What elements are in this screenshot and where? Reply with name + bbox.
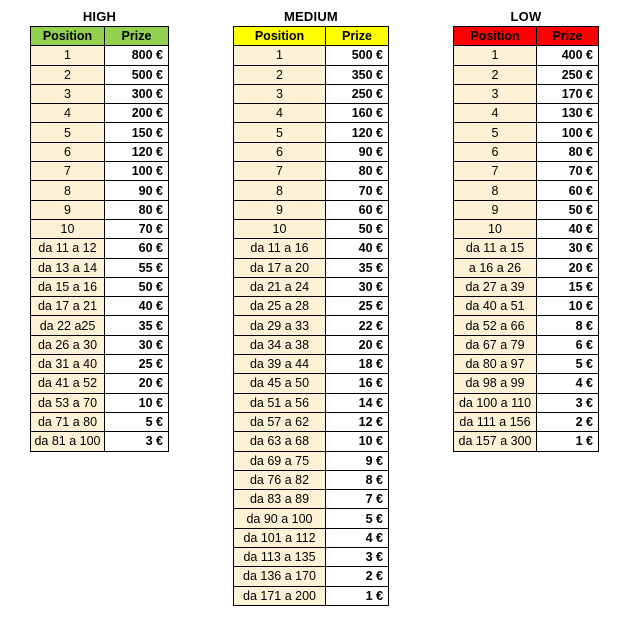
prize-cell: 20 € xyxy=(326,335,389,354)
table-row xyxy=(31,162,169,181)
table-row xyxy=(234,586,389,605)
table-row xyxy=(234,509,389,528)
position-cell: da 34 a 38 xyxy=(234,335,326,354)
prize-cell: 6 € xyxy=(537,335,599,354)
table-row xyxy=(31,65,169,84)
table-row xyxy=(234,451,389,470)
prize-cell: 3 € xyxy=(105,432,169,451)
position-cell: 10 xyxy=(234,219,326,238)
table-row xyxy=(234,104,389,123)
table-row xyxy=(234,355,389,374)
prize-cell: 9 € xyxy=(326,451,389,470)
prize-cell: 90 € xyxy=(105,181,169,200)
prize-cell: 14 € xyxy=(326,393,389,412)
prize-cell: 20 € xyxy=(105,374,169,393)
position-cell: a 16 a 26 xyxy=(454,258,537,277)
position-cell: 9 xyxy=(31,200,105,219)
prize-cell: 2 € xyxy=(537,412,599,431)
prize-cell: 25 € xyxy=(105,355,169,374)
position-cell: da 98 a 99 xyxy=(454,374,537,393)
position-cell: da 27 a 39 xyxy=(454,277,537,296)
position-cell: da 136 a 170 xyxy=(234,567,326,586)
prize-header: Prize xyxy=(537,27,599,46)
position-cell: da 101 a 112 xyxy=(234,528,326,547)
position-cell: 4 xyxy=(234,104,326,123)
prize-cell: 300 € xyxy=(105,84,169,103)
prize-cell: 4 € xyxy=(326,528,389,547)
position-cell: 1 xyxy=(31,46,105,65)
table-row xyxy=(454,104,599,123)
prize-cell: 5 € xyxy=(326,509,389,528)
position-cell: 5 xyxy=(454,123,537,142)
table-row xyxy=(31,335,169,354)
prize-cell: 80 € xyxy=(326,162,389,181)
position-cell: 5 xyxy=(31,123,105,142)
table-row xyxy=(454,162,599,181)
prize-cell: 18 € xyxy=(326,355,389,374)
table-row xyxy=(454,181,599,200)
table-row xyxy=(234,123,389,142)
table-row xyxy=(234,374,389,393)
prize-cell: 70 € xyxy=(326,181,389,200)
table-row xyxy=(234,258,389,277)
prize-table xyxy=(30,26,169,452)
position-cell: 10 xyxy=(454,219,537,238)
prize-cell: 400 € xyxy=(537,46,599,65)
position-cell: 3 xyxy=(454,84,537,103)
position-cell: da 26 a 30 xyxy=(31,335,105,354)
prize-table-high xyxy=(30,8,169,452)
header-row xyxy=(454,27,599,46)
table-row xyxy=(234,528,389,547)
prize-cell: 40 € xyxy=(105,297,169,316)
prize-cell: 10 € xyxy=(326,432,389,451)
table-row xyxy=(454,219,599,238)
prize-cell: 80 € xyxy=(105,200,169,219)
prize-cell: 60 € xyxy=(326,200,389,219)
prize-cell: 70 € xyxy=(105,219,169,238)
position-header: Position xyxy=(234,27,326,46)
prize-cell: 500 € xyxy=(105,65,169,84)
prize-cell: 4 € xyxy=(537,374,599,393)
position-cell: da 81 a 100 xyxy=(31,432,105,451)
position-cell: 8 xyxy=(454,181,537,200)
prize-cell: 50 € xyxy=(326,219,389,238)
position-cell: da 57 a 62 xyxy=(234,412,326,431)
prize-cell: 5 € xyxy=(537,355,599,374)
prize-cell: 8 € xyxy=(326,470,389,489)
position-cell: 7 xyxy=(31,162,105,181)
prize-table-low xyxy=(453,8,599,452)
table-row xyxy=(454,123,599,142)
prize-cell: 30 € xyxy=(537,239,599,258)
position-cell: 3 xyxy=(31,84,105,103)
table-row xyxy=(31,316,169,335)
position-cell: da 76 a 82 xyxy=(234,470,326,489)
prize-header: Prize xyxy=(105,27,169,46)
table-row xyxy=(234,432,389,451)
prize-cell: 200 € xyxy=(105,104,169,123)
prize-cell: 22 € xyxy=(326,316,389,335)
position-cell: da 80 a 97 xyxy=(454,355,537,374)
table-row xyxy=(234,277,389,296)
prize-cell: 100 € xyxy=(537,123,599,142)
prize-cell: 3 € xyxy=(326,548,389,567)
table-row xyxy=(31,432,169,451)
prize-table-medium xyxy=(233,8,389,606)
position-cell: 2 xyxy=(31,65,105,84)
position-cell: 1 xyxy=(454,46,537,65)
position-cell: da 111 a 156 xyxy=(454,412,537,431)
prize-cell: 7 € xyxy=(326,490,389,509)
table-row xyxy=(234,46,389,65)
table-row xyxy=(234,548,389,567)
table-title-medium: MEDIUM xyxy=(284,9,338,24)
table-row xyxy=(31,239,169,258)
prize-cell: 60 € xyxy=(105,239,169,258)
position-cell: 4 xyxy=(31,104,105,123)
position-cell: da 22 a25 xyxy=(31,316,105,335)
table-row xyxy=(234,393,389,412)
position-cell: da 63 a 68 xyxy=(234,432,326,451)
table-row xyxy=(454,432,599,451)
table-row xyxy=(454,65,599,84)
prize-cell: 70 € xyxy=(537,162,599,181)
position-cell: da 83 a 89 xyxy=(234,490,326,509)
table-row xyxy=(234,412,389,431)
table-row xyxy=(31,258,169,277)
position-cell: 3 xyxy=(234,84,326,103)
table-title-low: LOW xyxy=(510,9,542,24)
prize-cell: 130 € xyxy=(537,104,599,123)
position-cell: da 157 a 300 xyxy=(454,432,537,451)
position-cell: da 29 a 33 xyxy=(234,316,326,335)
table-row xyxy=(31,123,169,142)
prize-cell: 250 € xyxy=(326,84,389,103)
table-row xyxy=(234,142,389,161)
position-cell: da 17 a 20 xyxy=(234,258,326,277)
table-row xyxy=(454,316,599,335)
table-row xyxy=(31,355,169,374)
prize-cell: 170 € xyxy=(537,84,599,103)
position-cell: da 71 a 80 xyxy=(31,412,105,431)
table-row xyxy=(31,181,169,200)
position-cell: da 51 a 56 xyxy=(234,393,326,412)
table-row xyxy=(234,490,389,509)
prize-cell: 10 € xyxy=(537,297,599,316)
prize-cell: 1 € xyxy=(537,432,599,451)
table-row xyxy=(454,335,599,354)
position-cell: 8 xyxy=(31,181,105,200)
position-cell: da 40 a 51 xyxy=(454,297,537,316)
position-cell: 6 xyxy=(454,142,537,161)
position-cell: da 17 a 21 xyxy=(31,297,105,316)
table-row xyxy=(234,84,389,103)
position-cell: 10 xyxy=(31,219,105,238)
position-cell: 7 xyxy=(454,162,537,181)
position-cell: 2 xyxy=(234,65,326,84)
position-cell: da 25 a 28 xyxy=(234,297,326,316)
prize-table xyxy=(233,26,389,606)
position-cell: 8 xyxy=(234,181,326,200)
table-row xyxy=(234,335,389,354)
prize-cell: 55 € xyxy=(105,258,169,277)
prize-cell: 350 € xyxy=(326,65,389,84)
prize-cell: 1 € xyxy=(326,586,389,605)
table-row xyxy=(454,355,599,374)
prize-cell: 800 € xyxy=(105,46,169,65)
position-cell: da 15 a 16 xyxy=(31,277,105,296)
position-cell: da 11 a 12 xyxy=(31,239,105,258)
table-row xyxy=(234,219,389,238)
prize-cell: 15 € xyxy=(537,277,599,296)
position-cell: 1 xyxy=(234,46,326,65)
table-row xyxy=(454,258,599,277)
position-cell: da 45 a 50 xyxy=(234,374,326,393)
table-row xyxy=(31,374,169,393)
position-cell: da 13 a 14 xyxy=(31,258,105,277)
table-row xyxy=(31,393,169,412)
table-row xyxy=(31,219,169,238)
table-row xyxy=(454,412,599,431)
prize-cell: 120 € xyxy=(326,123,389,142)
prize-cell: 250 € xyxy=(537,65,599,84)
prize-table xyxy=(453,26,599,452)
position-cell: 9 xyxy=(454,200,537,219)
table-row xyxy=(234,200,389,219)
position-cell: da 67 a 79 xyxy=(454,335,537,354)
prize-cell: 12 € xyxy=(326,412,389,431)
table-row xyxy=(234,239,389,258)
position-cell: da 90 a 100 xyxy=(234,509,326,528)
table-row xyxy=(31,200,169,219)
table-row xyxy=(454,374,599,393)
header-row xyxy=(31,27,169,46)
position-cell: da 171 a 200 xyxy=(234,586,326,605)
table-row xyxy=(454,142,599,161)
prize-cell: 120 € xyxy=(105,142,169,161)
prize-cell: 40 € xyxy=(326,239,389,258)
table-row xyxy=(454,297,599,316)
position-cell: 6 xyxy=(31,142,105,161)
table-row xyxy=(234,181,389,200)
prize-cell: 30 € xyxy=(326,277,389,296)
table-row xyxy=(31,84,169,103)
table-row xyxy=(31,412,169,431)
header-row xyxy=(234,27,389,46)
table-row xyxy=(234,297,389,316)
table-row xyxy=(31,277,169,296)
table-row xyxy=(234,162,389,181)
prize-cell: 150 € xyxy=(105,123,169,142)
prize-cell: 8 € xyxy=(537,316,599,335)
prize-cell: 20 € xyxy=(537,258,599,277)
table-row xyxy=(454,46,599,65)
prize-cell: 35 € xyxy=(105,316,169,335)
prize-cell: 90 € xyxy=(326,142,389,161)
prize-cell: 2 € xyxy=(326,567,389,586)
table-row xyxy=(234,65,389,84)
prize-header: Prize xyxy=(326,27,389,46)
table-row xyxy=(234,470,389,489)
position-cell: da 69 a 75 xyxy=(234,451,326,470)
prize-cell: 10 € xyxy=(105,393,169,412)
table-row xyxy=(454,200,599,219)
prize-cell: 16 € xyxy=(326,374,389,393)
table-row xyxy=(31,142,169,161)
prize-cell: 25 € xyxy=(326,297,389,316)
prize-cell: 500 € xyxy=(326,46,389,65)
table-row xyxy=(31,104,169,123)
prize-cell: 40 € xyxy=(537,219,599,238)
position-cell: da 52 a 66 xyxy=(454,316,537,335)
position-cell: da 31 a 40 xyxy=(31,355,105,374)
position-cell: da 113 a 135 xyxy=(234,548,326,567)
position-header: Position xyxy=(31,27,105,46)
position-cell: 6 xyxy=(234,142,326,161)
table-row xyxy=(454,393,599,412)
position-cell: da 53 a 70 xyxy=(31,393,105,412)
prize-cell: 160 € xyxy=(326,104,389,123)
table-row xyxy=(454,239,599,258)
prize-cell: 100 € xyxy=(105,162,169,181)
table-row xyxy=(454,277,599,296)
position-cell: da 39 a 44 xyxy=(234,355,326,374)
position-cell: 9 xyxy=(234,200,326,219)
position-cell: da 11 a 16 xyxy=(234,239,326,258)
table-row xyxy=(31,46,169,65)
position-cell: 5 xyxy=(234,123,326,142)
table-row xyxy=(31,297,169,316)
position-cell: da 41 a 52 xyxy=(31,374,105,393)
position-cell: da 100 a 110 xyxy=(454,393,537,412)
table-title-high: HIGH xyxy=(82,9,117,24)
position-cell: da 11 a 15 xyxy=(454,239,537,258)
prize-cell: 35 € xyxy=(326,258,389,277)
position-header: Position xyxy=(454,27,537,46)
prize-cell: 50 € xyxy=(537,200,599,219)
position-cell: 2 xyxy=(454,65,537,84)
table-row xyxy=(234,316,389,335)
table-row xyxy=(234,567,389,586)
prize-cell: 50 € xyxy=(105,277,169,296)
prize-cell: 60 € xyxy=(537,181,599,200)
prize-cell: 80 € xyxy=(537,142,599,161)
prize-cell: 5 € xyxy=(105,412,169,431)
position-cell: da 21 a 24 xyxy=(234,277,326,296)
prize-cell: 30 € xyxy=(105,335,169,354)
position-cell: 7 xyxy=(234,162,326,181)
prize-cell: 3 € xyxy=(537,393,599,412)
position-cell: 4 xyxy=(454,104,537,123)
table-row xyxy=(454,84,599,103)
